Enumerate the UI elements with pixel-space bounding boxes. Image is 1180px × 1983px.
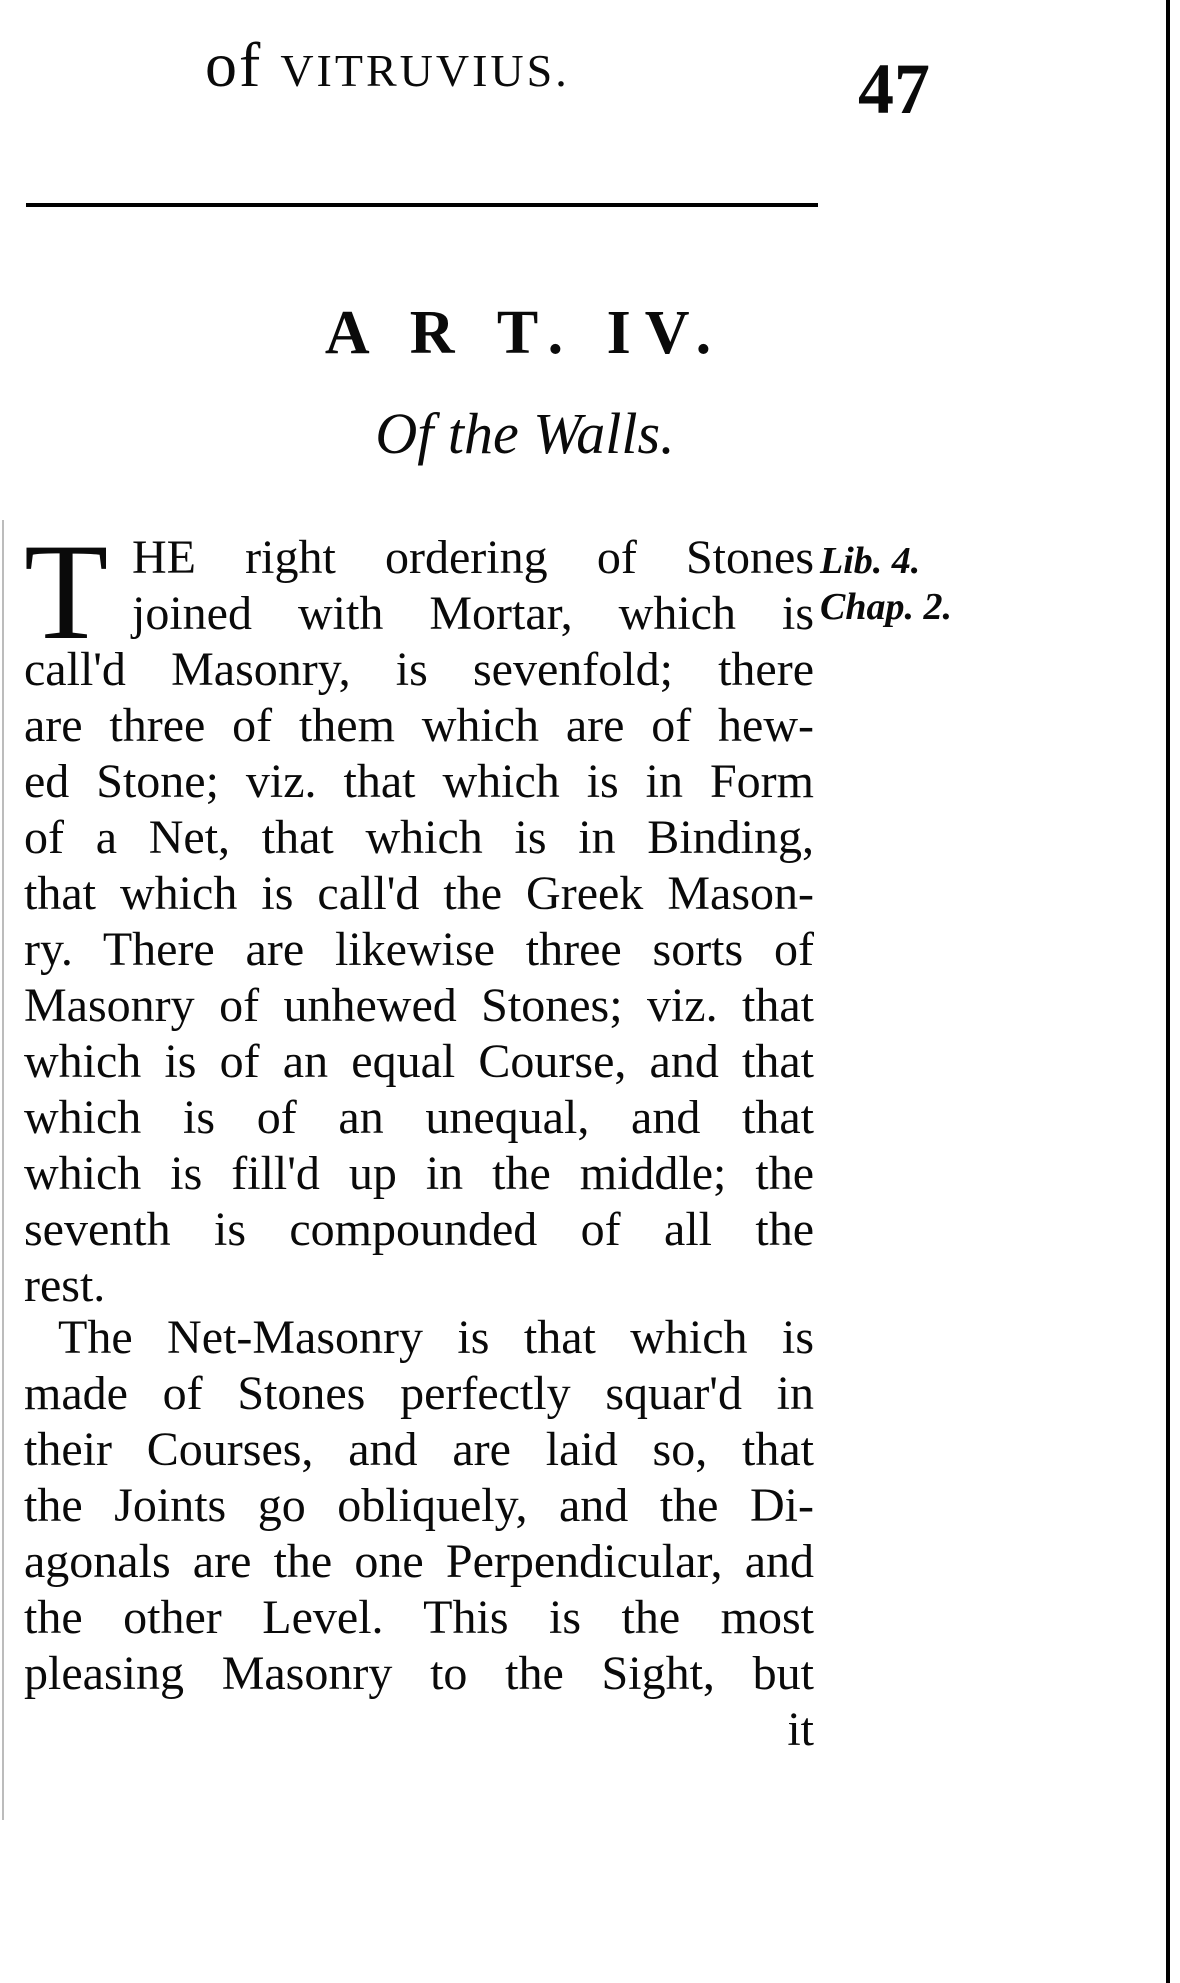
margin-note (820, 538, 952, 630)
article-title: A R T. IV. (324, 299, 726, 367)
header-rule (26, 203, 818, 207)
page-edge-rule (1166, 0, 1170, 1983)
text-line: rest. (24, 1259, 106, 1312)
paragraph-2 (24, 1310, 814, 1758)
running-head (205, 28, 570, 102)
text-line: that which is call'd the Greek Mason- (24, 867, 814, 920)
text-line: are three of them which are of hew- (24, 699, 814, 752)
drop-cap: T (24, 515, 109, 668)
text-line: which is of an unequal, and that (24, 1091, 814, 1144)
text-line: made of Stones perfectly squar'd in (24, 1367, 814, 1420)
running-head-prefix: of (205, 29, 281, 100)
gutter-shadow (2, 520, 4, 1820)
margin-note-chapter: Chap. 2. (820, 586, 952, 628)
text-line: the Joints go obliquely, and the Di- (24, 1479, 814, 1532)
text-line: HE right ordering of Stones (132, 531, 814, 584)
text-line: ed Stone; viz. that which is in Form (24, 755, 814, 808)
text-line: The Net-Masonry is that which is (58, 1311, 814, 1364)
text-line: call'd Masonry, is sevenfold; there (24, 643, 814, 696)
text-line: agonals are the one Perpendicular, and (24, 1535, 814, 1588)
text-line: pleasing Masonry to the Sight, but (24, 1647, 814, 1700)
text-line: ry. There are likewise three sorts of (24, 923, 814, 976)
text-line: joined with Mortar, which is (132, 587, 814, 640)
paragraph-1 (24, 515, 814, 1314)
text-line: seventh is compounded of all the (24, 1203, 814, 1256)
text-line: Masonry of unhewed Stones; viz. that (24, 979, 814, 1032)
margin-note-book: Lib. 4. (820, 540, 921, 582)
text-line: of a Net, that which is in Binding, (24, 811, 814, 864)
catchword: it (787, 1703, 814, 1756)
page-number: 47 (858, 49, 930, 129)
text-line: which is of an equal Course, and that (24, 1035, 814, 1088)
text-line: the other Level. This is the most (24, 1591, 814, 1644)
text-line: their Courses, and are laid so, that (24, 1423, 814, 1476)
text-line: which is fill'd up in the middle; the (24, 1147, 814, 1200)
running-head-title: VITRUVIUS. (280, 45, 570, 96)
article-subtitle: Of the Walls. (375, 401, 675, 466)
